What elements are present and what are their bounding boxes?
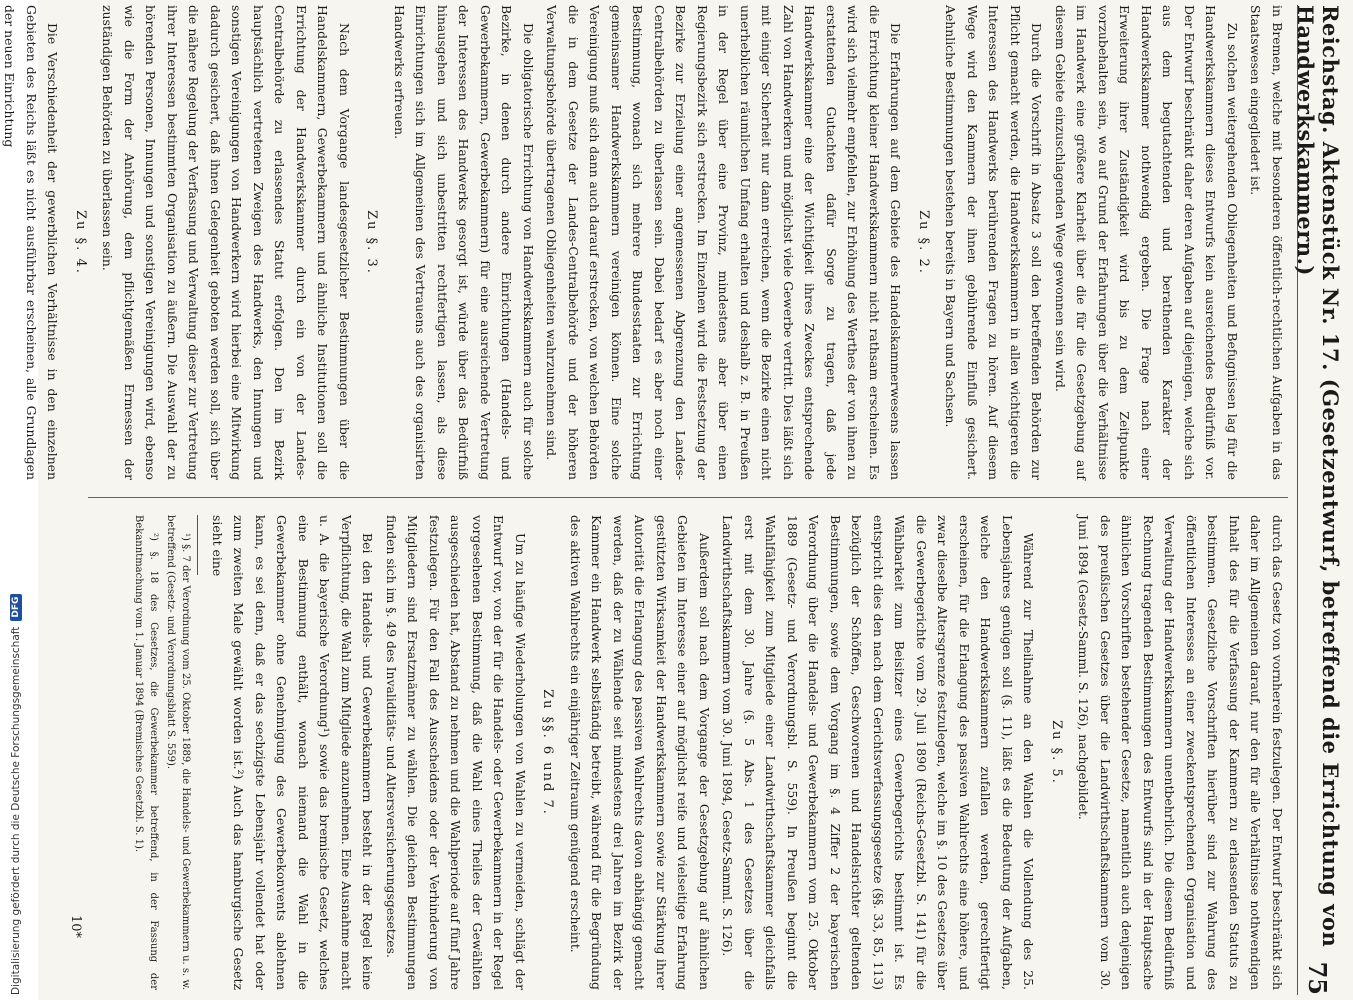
column-first (2, 5, 1288, 480)
page-header (1293, 5, 1343, 995)
section-heading: Zu §. 5. (1049, 720, 1064, 785)
paragraph: durch das Gesetz von vornherein festzulegen. Der Entwurf beschränkt sich daher im Allgemeinen darauf, nur den für alle Verhältnisse nothwendigen Inhalt des für die Verfassung der Kammern zu erlassenden Statuts zu bestimmen. Gesetzliche Vorschriften hierüber sind zur Wahrung des öffentlichen Interesses an einer zweckentsprechenden Organisation und Verwaltung der Handwerkskammern unentbehrlich. Die diesem Bedürfniß Rechnung tragenden Bestimmungen des Entwurfs sind in der Hauptsache ähnlichen Vorschriften bestehender Gesetze, namentlich auch denjenigen des preußischen Gesetzes über die Landwirthschaftskammern vom 30. Juni 1894 (Gesetz-Samml. S. 126), nachgebildet. (1076, 515, 1285, 990)
dfg-logo: DFG (10, 594, 22, 621)
section-heading: Zu §. 2. (916, 210, 931, 275)
section-heading: Zu §. 4. (73, 210, 88, 275)
credit-text: Digitalisierung gefördert durch die Deutsche Forschungsgemeinschaft (10, 626, 22, 995)
paragraph: Die Erfahrungen auf dem Gebiete des Handelskammerwesens lassen die Errichtung kleiner Handwerkskammern nicht rathsam erscheinen. Es wird sich vielmehr empfehlen, zur Erhöhung des Werthes der von ihnen zu erstattenden Gutachten dafür Sorge zu tragen, daß jede Handwerkskammer eine der Wichtigkeit ihres Zweckes entsprechende Zahl von Handwerkern und möglichst viele Gewerbe vertritt. Dies läßt sich mit einiger Sicherheit nur dann erreichen, wenn die Bezirke einen nicht unerheblichen räumlichen Umfang erhalten und deshalb z. B. in Preußen in der Regel über eine Provinz, mindestens aber über einen Regierungsbezirk sich erstrecken. Im Einzelnen wird die Festsetzung der Bezirke zur Erzielung einer angemessenen Abgrenzung den Landes-Centralbehörden zu überlassen sein. Dabei bedarf es aber noch einer Bestimmung, wonach sich mehrere Bundesstaaten zur Errichtung gemeinsamer Handwerkskammern vereinigen können. Eine solche Vereinigung muß sich dann auch darauf erstrecken, von welchen Behörden die in dem Gesetze der Landes-Centralbehörde und der höheren Verwaltungsbehörde übertragenen Obliegenheiten wahrzunehmen sind. (544, 5, 904, 480)
paragraph: Durch die Vorschrift in Absatz 3 soll den betreffenden Behörden zur Pflicht gemacht werden, die Handwerkskammern in allen wichtigeren die Interessen des Handwerks berührenden Fragen zu hören. Auf diesem Wege wird den Kammern der ihnen gebührende Einfluß gesichert. Aehnliche Bestimmungen bestehen bereits in Bayern und Sachsen. (943, 5, 1045, 480)
paragraph: Die obligatorische Errichtung von Handwerkskammern auch für solche Bezirke, in denen durch andere Einrichtungen (Handels- und Gewerbekammern, Gewerbekammern) für eine ausreichende Vertretung der Interessen des Handwerks gesorgt ist, würde über das Bedürfniß hinausgehen und sich unbestritten rechtfertigen lassen, als diese Einrichtungen sich im Allgemeinen des Vertrauens auch des organisirten Handwerks erfreuen. (392, 5, 536, 480)
paragraph: Bei den Handels- und Gewerbekammern besteht in der Regel keine Verpflichtung, die Wahl zum Mitgliede anzunehmen. Eine Ausnahme macht u. A. die bayerische Verordnung¹) sowie das bremische Gesetz, welches eine Bestimmung enthält, wonach niemand die Wahl in die Gewerbekammer ohne Genehmigung des Gewerbekonvents ablehnen kann, es sei denn, daß er das sechzigste Lebensjahr vollendet hat oder zum zweiten Male gewählt worden ist.²) Auch das hamburgische Gesetz sieht eine (210, 515, 376, 990)
paragraph: Um zu häufige Wiederholungen von Wahlen zu vermeiden, schlägt der Entwurf vor, von der für die Handels- oder Gewerbekammern in der Regel vorgesehenen Bestimmung, daß die Wahl eines Theiles der Gewählten ausgeschieden hat, Abstand zu nehmen und die Wahlperiode auf fünf Jahre festzulegen. Für den Fall des Ausscheidens oder der Verhinderung von Mitgliedern sind Ersatzmänner zu wählen. Die gleichen Bestimmungen finden sich im §. 49 des Invaliditäts- und Altersversicherungsgesetzes. (384, 515, 528, 990)
paragraph: Außerdem soll nach dem Vorgange der Gesetzgebung auf ähnlichen Gebieten im Interesse einer auf möglichst reife und vielseitige Erfahrung gestützten Wirksamkeit der Handwerkskammern sowie zur Stärkung ihrer Autorität die Erlangung des passiven Wahlrechts davon abhängig gemacht werden, daß der zu Wählende seit mindestens drei Jahren im Bezirk der Kammer ein Handwerk selbständig betreibt, während für die Begründung des aktiven Wahlrechts ein einjähriger Zeitraum genügend erscheint. (568, 515, 712, 990)
paragraph: Die Verschiedenheit der gewerblichen Verhältnisse in den einzelnen Gebieten des Reichs läßt es nicht ausführbar erscheinen, alle Grundlagen der neuen Einrichtung (2, 5, 61, 480)
paragraph: Zu solchen weitergehenden Obliegenheiten und Befugnissen lag für die Handwerkskammern dieses Entwurfs kein ausreichendes Bedürfniß vor. Der Entwurf beschränkt daher deren Aufgaben auf diejenigen, welche sich aus dem begutachtenden und berathenden Karakter der Handwerkskammer nothwendig ergeben. Die Frage nach einer Erweiterung ihrer Zuständigkeit wird bis zu dem Zeitpunkte vorzubehalten sein, wo auf Grund der Erfahrungen über die Verhältnisse im Handwerk eine größere Klarheit über die für die Gesetzgebung auf diesem Gebiete einzuschlagenden Wege gewonnen sein wird. (1053, 5, 1240, 480)
paragraph: Nach dem Vorgange landesgesetzlicher Bestimmungen über die Handelskammern, Gewerbekammern und ähnliche Institutionen soll die Errichtung der Handwerkskammer durch ein von der Landes-Centralbehörde zu erlassendes Statut erfolgen. Den im Bezirk hauptsächlich vertretenen Zweigen des Handwerks, den Innungen und sonstigen Vereinigungen von Handwerkern wird hierbei eine Mitwirkung dadurch gesichert, daß ihnen Gelegenheit geboten werden soll, sich über die nähere Regelung der Verfassung und Verwaltung dieser zur Vertretung ihrer Interessen bestimmten Organisation zu äußern. Die Auswahl der zu hörenden Personen, Innungen und sonstigen Vereinigungen wird, ebenso wie die Form der Anhörung, dem pflichtgemäßen Ermessen der zuständigen Behörden zu überlassen sein. (100, 5, 352, 480)
credit-line (10, 594, 22, 995)
footnote: ²) §. 18 des Gesetzes, die Gewerbekammer betreffend, in der Fassung der Bekanntmachung vom 1. Januar 1894 (Bremisches Gesetzbl. S. 1). (133, 515, 160, 990)
paragraph: in Bremen, welche mit besonderen öffentlich-rechtlichen Aufgaben in das Staatswesen eingegliedert ist. (1248, 5, 1285, 480)
footnote-rule (198, 515, 199, 575)
footnote: ¹) §. 7 der Verordnung vom 25. Oktober 1889, die Handels- und Gewerbekammern u. s. w. betreffend (Gesetz- und Verordnungsblatt S. 559). (165, 515, 192, 990)
section-heading: Zu §. 3. (364, 210, 380, 275)
signature-mark: 10* (68, 915, 83, 939)
paragraph: Während zur Theilnahme an den Wahlen die Vollendung des 25. Lebensjahres genügen soll (§. 11), läßt es die Bedeutung der Aufgaben, welche den Handwerkskammern zufallen werden, gerechtfertigt erscheinen, für die Erlangung des passiven Wahlrechts eine höhere, und zwar dieselbe Altersgrenze festzulegen, welche im §. 10 des Gesetzes über die Gewerbegerichte vom 29. Juli 1890 (Reichs-Gesetzbl. S. 141) für die Wählbarkeit zum Beisitzer eines Gewerbegerichts bestimmt ist. Es entspricht dies den nach dem Gerichtsverfassungsgesetze (§§. 33, 85, 113) bezüglich der Schöffen, Geschworenen und Handelsrichter geltenden Bestimmungen, sowie dem Vorgang im §. 4 Ziffer 2 der bayerischen Verordnung über die Handels- und Gewerbekammern vom 25. Oktober 1889 (Gesetz- und Verordnungsbl. S. 559). In Preußen beginnt die Wahlfähigkeit zum Mitgliede einer Landwirthschaftskammer gleichfalls erst mit dem 30. Jahre (§. 5 Abs. 1 des Gesetzes über die Landwirthschaftskammern vom 30. Juni 1894, Gesetz-Samml. S. 126). (720, 515, 1037, 990)
section-heading: Zu §§. 6 und 7. (540, 689, 556, 816)
running-title: Reichstag. Aktenstück Nr. 17. (Gesetzentwurf, betreffend die Errichtung von Handwerkskammern.) (1293, 5, 1343, 948)
column-divider (88, 497, 1288, 498)
page-number: 75 (1303, 961, 1333, 995)
column-second (133, 515, 1288, 990)
